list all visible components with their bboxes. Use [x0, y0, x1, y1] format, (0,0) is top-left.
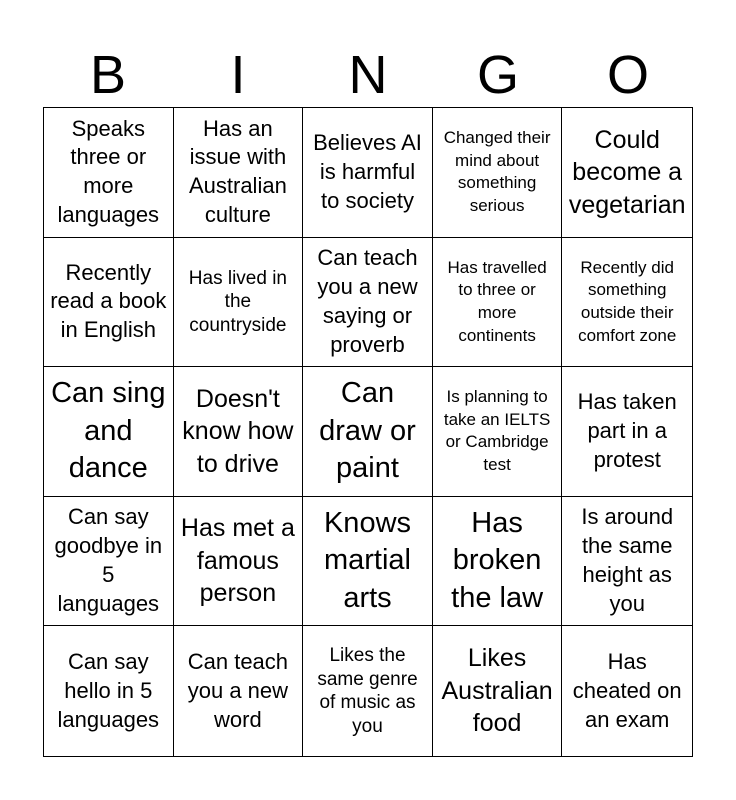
cell-text: Doesn't know how to drive [182, 384, 294, 478]
bingo-header [43, 44, 693, 106]
bingo-cell-r1-c3[interactable] [303, 108, 433, 238]
cell-text: Could become a vegetarian [568, 125, 686, 219]
bingo-cell-r2-c2[interactable] [174, 238, 304, 368]
bingo-cell-r5-c5[interactable] [562, 626, 692, 756]
cell-text: Is around the same height as you [581, 504, 674, 616]
bingo-cell-r1-c4[interactable] [433, 108, 563, 238]
bingo-cell-r3-c5[interactable] [562, 367, 692, 497]
cell-text: Recently read a book in English [50, 259, 167, 343]
bingo-cell-r3-c2[interactable] [174, 367, 304, 497]
cell-text: Can sing and dance [51, 376, 166, 485]
cell-text: Can say goodbye in 5 languages [54, 504, 163, 616]
bingo-cell-r3-c1[interactable] [44, 367, 174, 497]
cell-text: Recently did something outside their comfort zone [578, 257, 677, 345]
bingo-cell-r3-c4[interactable] [433, 367, 563, 497]
header-letter-g: G [476, 45, 519, 105]
bingo-cell-r5-c2[interactable] [174, 626, 304, 756]
bingo-cell-r1-c1[interactable] [44, 108, 174, 238]
bingo-cell-r5-c3[interactable] [303, 626, 433, 756]
cell-text: Has met a famous person [180, 514, 295, 608]
cell-text: Speaks three or more languages [57, 115, 160, 228]
cell-text: Likes Australian food [441, 644, 553, 738]
bingo-cell-r4-c5[interactable] [562, 497, 692, 627]
cell-text: Can say hello in 5 languages [57, 648, 160, 732]
bingo-cell-r4-c4[interactable] [433, 497, 563, 627]
cell-text: Has lived in the countryside [188, 267, 287, 336]
cell-text: Has broken the law [451, 506, 544, 614]
cell-text: Has cheated on an exam [572, 648, 682, 732]
bingo-cell-r3-c3[interactable] [303, 367, 433, 497]
header-letter-n: N [348, 45, 388, 105]
bingo-cell-r2-c3[interactable] [303, 238, 433, 368]
header-letter-i: I [230, 45, 246, 105]
bingo-cell-r1-c5[interactable] [562, 108, 692, 238]
bingo-board [43, 107, 693, 757]
cell-text: Likes the same genre of music as you [317, 645, 418, 737]
cell-text: Is planning to take an IELTS or Cambridge test [443, 387, 551, 475]
bingo-cell-r1-c2[interactable] [174, 108, 304, 238]
cell-text: Can teach you a new saying or proverb [317, 245, 418, 357]
header-letter-b: B [89, 45, 127, 105]
cell-text: Can draw or paint [319, 376, 416, 485]
cell-text: Has an issue with Australian culture [188, 115, 287, 228]
header-letter-o: O [606, 45, 649, 105]
cell-text: Knows martial arts [323, 506, 412, 614]
cell-text: Believes AI is harmful to society [313, 130, 422, 213]
bingo-cell-r4-c2[interactable] [174, 497, 304, 627]
bingo-cell-r2-c1[interactable] [44, 238, 174, 368]
bingo-cell-r5-c4[interactable] [433, 626, 563, 756]
bingo-cell-r5-c1[interactable] [44, 626, 174, 756]
bingo-cell-r4-c1[interactable] [44, 497, 174, 627]
cell-text: Can teach you a new word [187, 648, 289, 732]
cell-text: Has travelled to three or more continents [447, 257, 547, 345]
cell-text: Has taken part in a protest [577, 389, 677, 472]
bingo-cell-r2-c4[interactable] [433, 238, 563, 368]
cell-text: Changed their mind about something serious [443, 128, 551, 215]
bingo-cell-r4-c3[interactable] [303, 497, 433, 627]
bingo-cell-r2-c5[interactable] [562, 238, 692, 368]
